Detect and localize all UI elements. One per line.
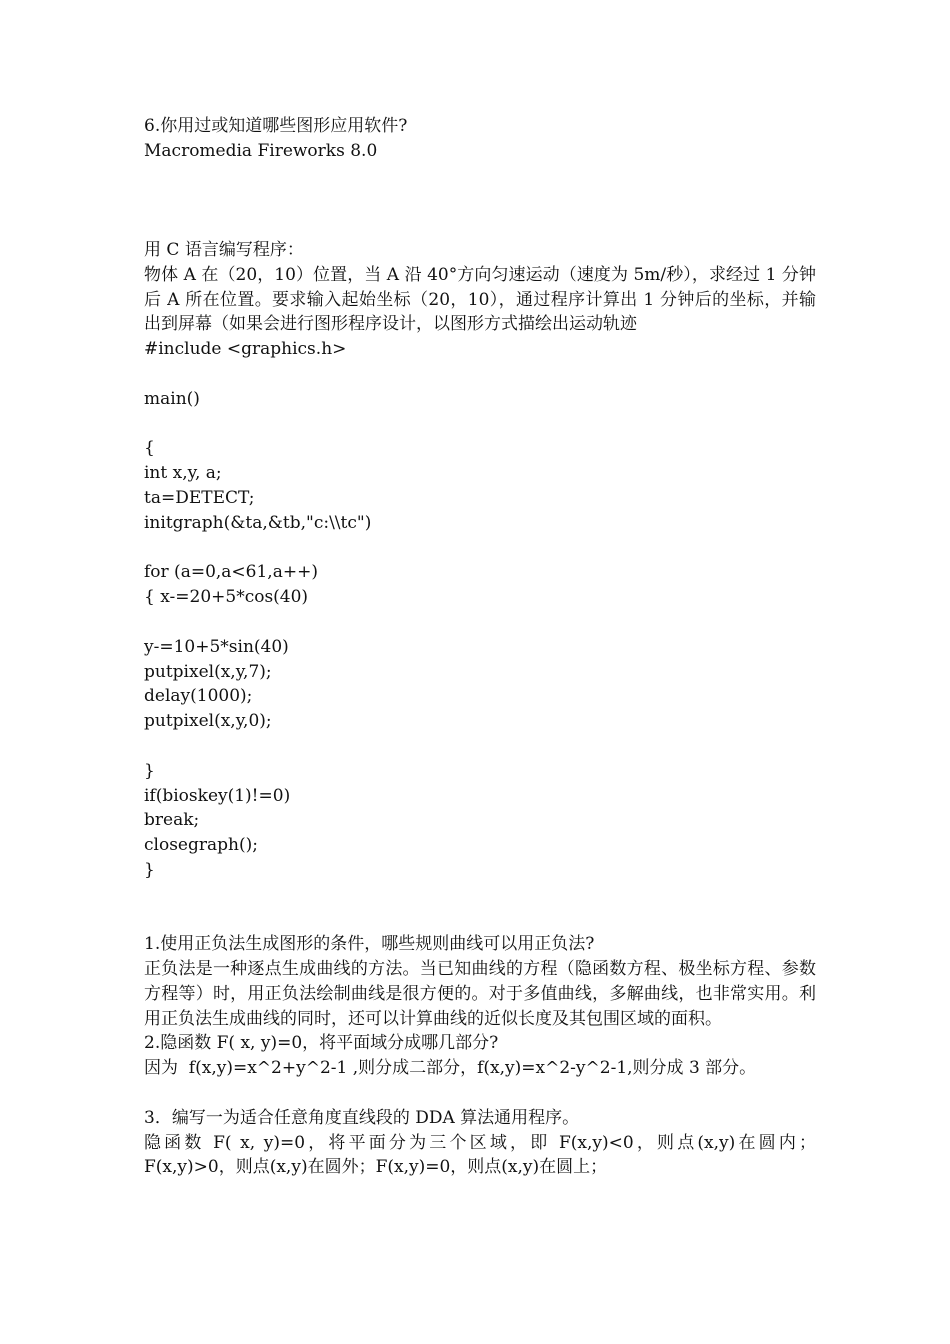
code-main: main() — [144, 388, 200, 409]
spacer — [144, 213, 816, 238]
spacer — [144, 164, 816, 214]
code-delay: delay(1000); — [144, 686, 253, 707]
code-detect: ta=DETECT; — [144, 487, 255, 508]
task-description: 物体 A 在（20，10）位置，当 A 沿 40°方向匀速运动（速度为 5m/秒），求经过 1 分钟后 A 所在位置。要求输入起始坐标（20，10），通过程序计算出 1 分钟后的坐标，并输出到屏幕（如果会进行图形程序设计，以图形方式描绘出运动轨迹 — [144, 264, 816, 335]
q3-answer: 隐函数 F( x, y)=0，将平面分为三个区域，即 F(x,y)<0，则点(x,y)在圆内；F(x,y)>0，则点(x,y)在圆外；F(x,y)=0，则点(x,y)在圆上； — [144, 1132, 816, 1178]
code-open-brace: { — [144, 438, 155, 459]
q3-question: 3．编写一为适合任意角度直线段的 DDA 算法通用程序。 — [144, 1107, 580, 1128]
spacer — [144, 883, 816, 933]
code-for-line: for (a=0,a<61,a++) — [144, 562, 318, 583]
q2-question: 2.隐函数 F( x, y)=0，将平面域分成哪几部分? — [144, 1033, 499, 1054]
code-if-line: if(bioskey(1)!=0) — [144, 785, 291, 806]
q6-answer: Macromedia Fireworks 8.0 — [144, 140, 378, 161]
code-closegraph: closegraph(); — [144, 835, 258, 856]
document-body — [144, 114, 816, 1180]
code-close-brace-main: } — [144, 859, 155, 880]
spacer — [144, 734, 816, 759]
spacer — [144, 1081, 816, 1106]
code-initgraph: initgraph(&ta,&tb,"c:\\tc") — [144, 512, 372, 533]
task-heading: 用 C 语言编写程序： — [144, 239, 304, 260]
code-putpixel-on: putpixel(x,y,7); — [144, 661, 272, 682]
code-close-brace-loop: } — [144, 760, 155, 781]
q1-question: 1.使用正负法生成图形的条件，哪些规则曲线可以用正负法? — [144, 934, 595, 955]
code-include: #include <graphics.h> — [144, 339, 347, 360]
code-decl: int x,y, a; — [144, 463, 222, 484]
spacer — [144, 610, 816, 635]
code-x-line: { x-=20+5*cos(40) — [144, 587, 309, 608]
q2-answer: 因为 f(x,y)=x^2+y^2-1 ,则分成二部分，f(x,y)=x^2-y^2-1,则分成 3 部分。 — [144, 1058, 757, 1079]
spacer — [144, 536, 816, 561]
code-break-line: break; — [144, 810, 200, 831]
spacer — [144, 362, 816, 387]
q6-question: 6.你用过或知道哪些图形应用软件? — [144, 116, 408, 136]
spacer — [144, 412, 816, 437]
code-putpixel-off: putpixel(x,y,0); — [144, 711, 272, 732]
code-y-line: y-=10+5*sin(40) — [144, 636, 289, 657]
q1-answer: 正负法是一种逐点生成曲线的方法。当已知曲线的方程（隐函数方程、极坐标方程、参数方程等）时，用正负法绘制曲线是很方便的。对于多值曲线，多解曲线，也非常实用。利用正负法生成曲线的同时，还可以计算曲线的近似长度及其包围区域的面积。 — [144, 959, 816, 1029]
